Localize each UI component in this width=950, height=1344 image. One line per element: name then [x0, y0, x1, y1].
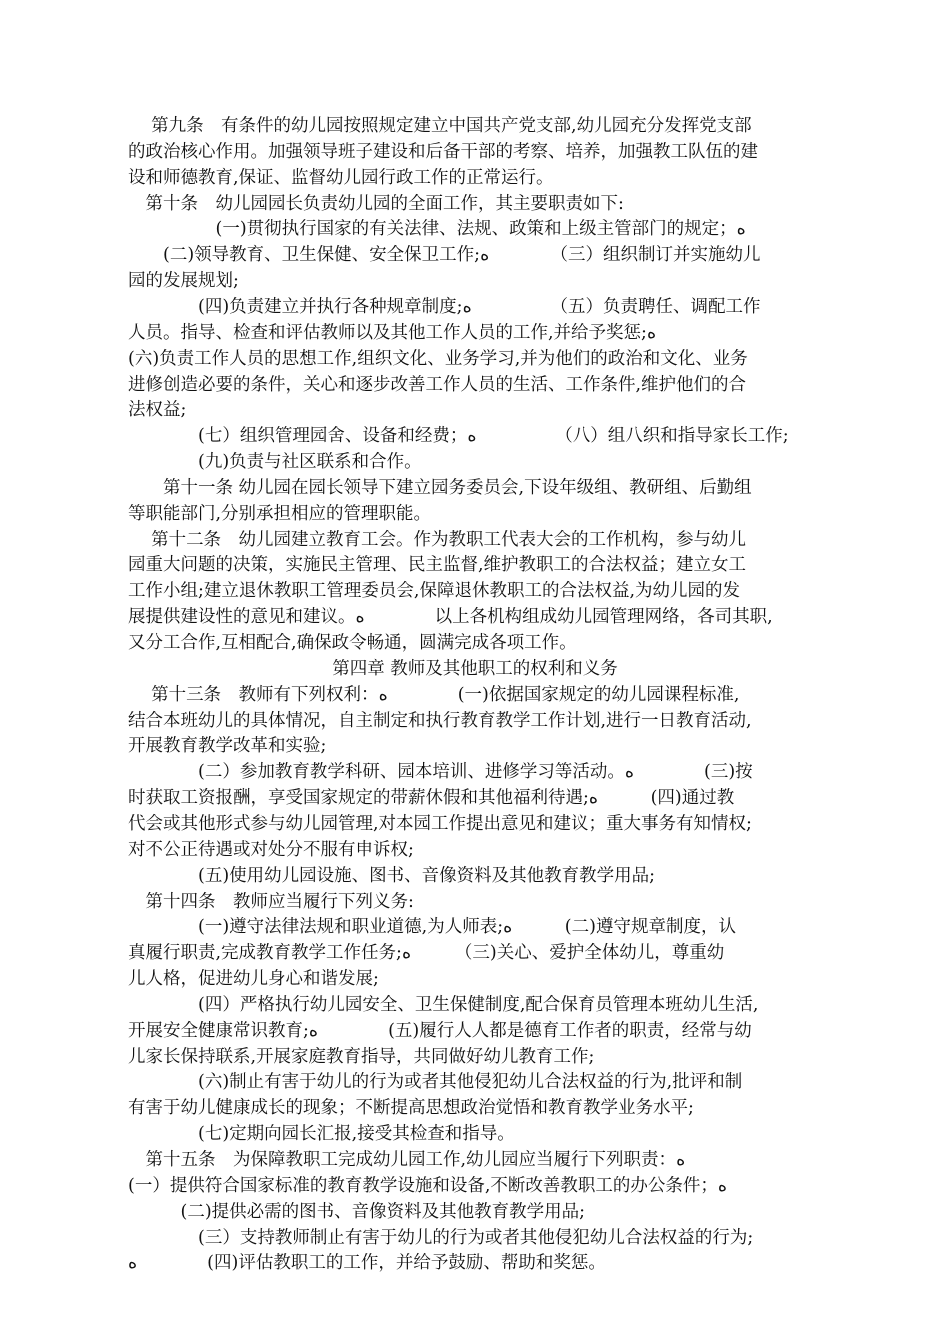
text-line: (四)负责建立并执行各种规章制度;ه （五）负责聘任、调配工作	[128, 296, 761, 317]
text-line: (六)制止有害于幼儿的行为或者其他侵犯幼儿合法权益的行为,批评和制	[128, 1072, 743, 1093]
text-line: (一）提供符合国家标准的教育教学设施和设备,不断改善教职工的办公条件；ه	[128, 1175, 728, 1196]
text-line: (三）支持教师制止有害于幼儿的行为或者其他侵犯幼儿合法权益的行为;	[128, 1227, 754, 1248]
text-line: (二）参加教育教学科研、园本培训、进修学习等活动。ه (三)按	[128, 762, 753, 783]
text-line: 设和师德教育,保证、监督幼儿园行政工作的正常运行。	[128, 167, 554, 188]
chapter-heading: 第四章 教师及其他职工的权利和义务	[332, 658, 618, 679]
text-line: 第十条 幼儿园园长负责幼儿园的全面工作，其主要职责如下:	[128, 193, 624, 214]
text-line: 等职能部门,分别承担相应的管理职能。	[128, 503, 432, 524]
text-line: 的政治核心作用。加强领导班子建设和后备干部的考察、培养，加强教工队伍的建	[128, 141, 758, 162]
text-line: (四）严格执行幼儿园安全、卫生保健制度,配合保育员管理本班幼儿生活,	[128, 994, 759, 1015]
text-line: (一)贯彻执行国家的有关法律、法规、政策和上级主管部门的规定；ه	[128, 219, 746, 240]
text-line: 法权益;	[128, 400, 187, 421]
text-line: 第十一条 幼儿园在园长领导下建立园务委员会,下设年级组、教研组、后勤组	[128, 477, 752, 498]
text-line: 开展安全健康常识教育;ه (五)履行人人都是德育工作者的职责，经常与幼	[128, 1020, 752, 1041]
text-line: 儿家长保持联系,开展家庭教育指导，共同做好幼儿教育工作;	[128, 1046, 595, 1067]
text-line: 第十三条 教师有下列权利：ه (一)依据国家规定的幼儿园课程标准,	[128, 684, 740, 705]
text-line: (七)定期向园长汇报,接受其检查和指导。	[128, 1124, 515, 1145]
text-line: (九)负责与社区联系和合作。	[128, 452, 422, 473]
text-line: 第十四条 教师应当履行下列义务:	[128, 891, 414, 912]
text-line: (二)提供必需的图书、音像资料及其他教育教学用品;	[128, 1201, 586, 1222]
text-line: ه (四)评估教职工的工作，并给予鼓励、帮助和奖惩。	[128, 1253, 606, 1274]
text-line: (一)遵守法律法规和职业道德,为人师表;ه (二)遵守规章制度，认	[128, 917, 736, 938]
text-line: 第十二条 幼儿园建立教育工会。作为教职工代表大会的工作机构，参与幼儿	[128, 529, 747, 550]
text-line: 进修创造必要的条件，关心和逐步改善工作人员的生活、工作条件,维护他们的合	[128, 374, 747, 395]
text-line: (七）组织管理园舍、设备和经费；ه （八）组八织和指导家长工作;	[128, 426, 789, 447]
text-line: 儿人格，促进幼儿身心和谐发展;	[128, 969, 379, 990]
text-line: 展提供建设性的意见和建议。ه 以上各机构组成幼儿园管理网络，各司其职,	[128, 607, 773, 628]
text-line: 第九条 有条件的幼儿园按照规定建立中国共产党支部,幼儿园充分发挥党支部	[128, 116, 752, 136]
text-line: (二)领导教育、卫生保健、安全保卫工作;ه （三）组织制订并实施幼儿	[128, 245, 761, 266]
text-line: 结合本班幼儿的具体情况，自主制定和执行教育教学工作计划,进行一日教育活动,	[128, 710, 752, 731]
text-line: 工作小组;建立退休教职工管理委员会,保障退休教职工的合法权益,为幼儿园的发	[128, 581, 741, 602]
text-line: 对不公正待遇或对处分不服有申诉权;	[128, 839, 414, 860]
text-line: 园的发展规划;	[128, 271, 239, 292]
text-line: 第十五条 为保障教职工完成幼儿园工作,幼儿园应当履行下列职责：ه	[128, 1150, 686, 1170]
text-line: 人员。指导、检查和评估教师以及其他工作人员的工作,并给予奖惩;ه	[128, 322, 657, 343]
text-line: (六)负责工作人员的思想工作,组织文化、业务学习,并为他们的政治和文化、业务	[128, 348, 748, 369]
text-line: 又分工合作,互相配合,确保政令畅通，圆满完成各项工作。	[128, 633, 577, 653]
text-line: 开展教育教学改革和实验;	[128, 736, 327, 757]
text-line: 真履行职责,完成教育教学工作任务;ه （三)关心、爱护全体幼儿，尊重幼	[128, 943, 725, 964]
text-line: 代会或其他形式参与幼儿园管理,对本园工作提出意见和建议；重大事务有知情权;	[128, 813, 752, 834]
text-line: 时获取工资报酬，享受国家规定的带薪休假和其他福利待遇;ه (四)通过教	[128, 788, 735, 809]
text-line: 园重大问题的决策，实施民主管理、民主监督,维护教职工的合法权益；建立女工	[128, 555, 747, 576]
text-line: 有害于幼儿健康成长的现象；不断提高思想政治觉悟和教育教学业务水平;	[128, 1098, 694, 1119]
text-line: (五)使用幼儿园设施、图书、音像资料及其他教育教学用品;	[128, 865, 656, 886]
